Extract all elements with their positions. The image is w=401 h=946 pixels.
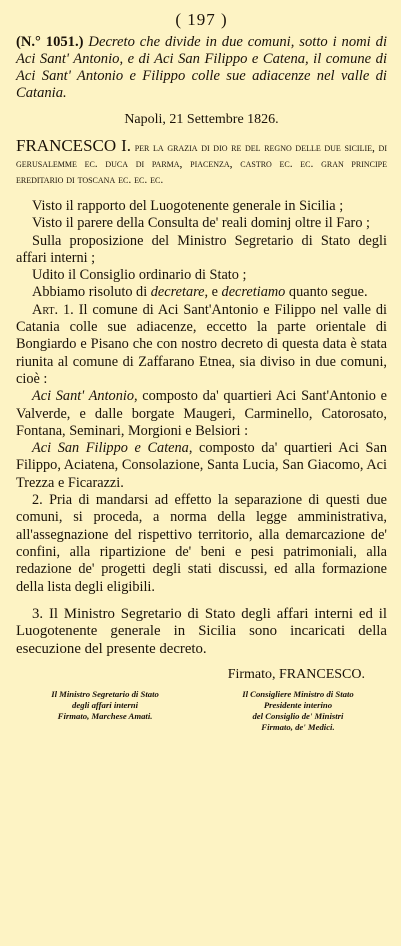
resolution: Abbiamo risoluto di decretare, e decretiamo quanto segue. <box>32 284 368 301</box>
article-label: Art. 1. <box>32 301 74 318</box>
article-1 <box>16 302 387 388</box>
decree-title: Decreto che divide in due comuni, sotto i nomi di Aci Sant' Antonio, e di Aci San Filippo e Catena, il comune di Aci Sant' Antonio e Filippo colle sue adiacenze nel valle di Catania. <box>16 34 388 101</box>
royal-signature: Firmato, FRANCESCO. <box>227 666 365 682</box>
commune-name: Aci San Filippo e Catena <box>32 440 189 457</box>
minister-signatures <box>16 689 387 733</box>
king-titles: per la grazia di dio re del regno delle due sicilie, di gerusalemme ec. duca di parma, piacenza, castro ec. ec. gran principe ereditario di toscana ec. ec. ec. <box>16 141 387 186</box>
considerations <box>16 198 387 302</box>
king-intitulation <box>16 138 387 188</box>
dateline: Napoli, 21 Settembre 1826. <box>124 112 279 127</box>
commune-name: Aci Sant' Antonio <box>32 388 134 405</box>
king-name: FRANCESCO I. <box>16 136 132 155</box>
decree-heading <box>16 34 387 102</box>
consideration: Udito il Consiglio ordinario di Stato ; <box>32 267 247 284</box>
decree-number: (N.° 1051.) <box>16 34 84 50</box>
article-text: Il comune di Aci Sant'Antonio e Filippo nel valle di Catania colle sue adiacenze, eccetto la parte orientale di Bongiardo e Pisano che con nostro decreto di questa data è stata riunita al comune di Zaffarano Etnea, sia diviso in due comuni, cioè : <box>16 301 388 387</box>
article-3: 3. Il Ministro Segretario di Stato degli affari interni ed il Luogotenente generale in Sicilia sono incaricati della esecuzione del presente decreto. <box>16 605 387 658</box>
commune-2 <box>16 440 387 492</box>
commune-description: , composto da' quartieri Aci San Filippo, Aciatena, Consolazione, Santa Lucia, San Giacomo, Aci Trezza e Ficarazzi. <box>16 440 387 491</box>
article-2: 2. Pria di mandarsi ad effetto la separazione di questi due comuni, si proceda, a norma della legge amministrativa, all'assegnazione del rispettivo territorio, alla demarcazione de' confini, alla ripartizione de' beni e pesi patrimoniali, alla redazione de' progetti degli stati discussi, ed alla formazione della lista degli eligibili. <box>16 492 387 595</box>
page-number: ( 197 ) <box>175 10 228 29</box>
consideration: Visto il rapporto del Luogotenente generale in Sicilia ; <box>32 198 344 214</box>
consideration: Visto il parere della Consulta de' reali dominj oltre il Faro ; <box>32 215 371 232</box>
commune-1 <box>16 388 387 440</box>
consideration: Sulla proposizione del Ministro Segretario di Stato degli affari interni ; <box>16 232 387 266</box>
minister-right: Il Consigliere Ministro di Stato Presidente interino del Consiglio de' Ministri Firmato, de' Medici. <box>242 688 354 732</box>
commune-description: , composto da' quartieri Aci Sant'Antonio e Valverde, e dalle borgate Maugeri, Carminello, Catorosato, Fontana, Seminari, Morgioni e Belsiori : <box>16 388 388 439</box>
minister-left: Il Ministro Segretario di Stato degli affari interni Firmato, Marchese Amati. <box>51 688 159 721</box>
